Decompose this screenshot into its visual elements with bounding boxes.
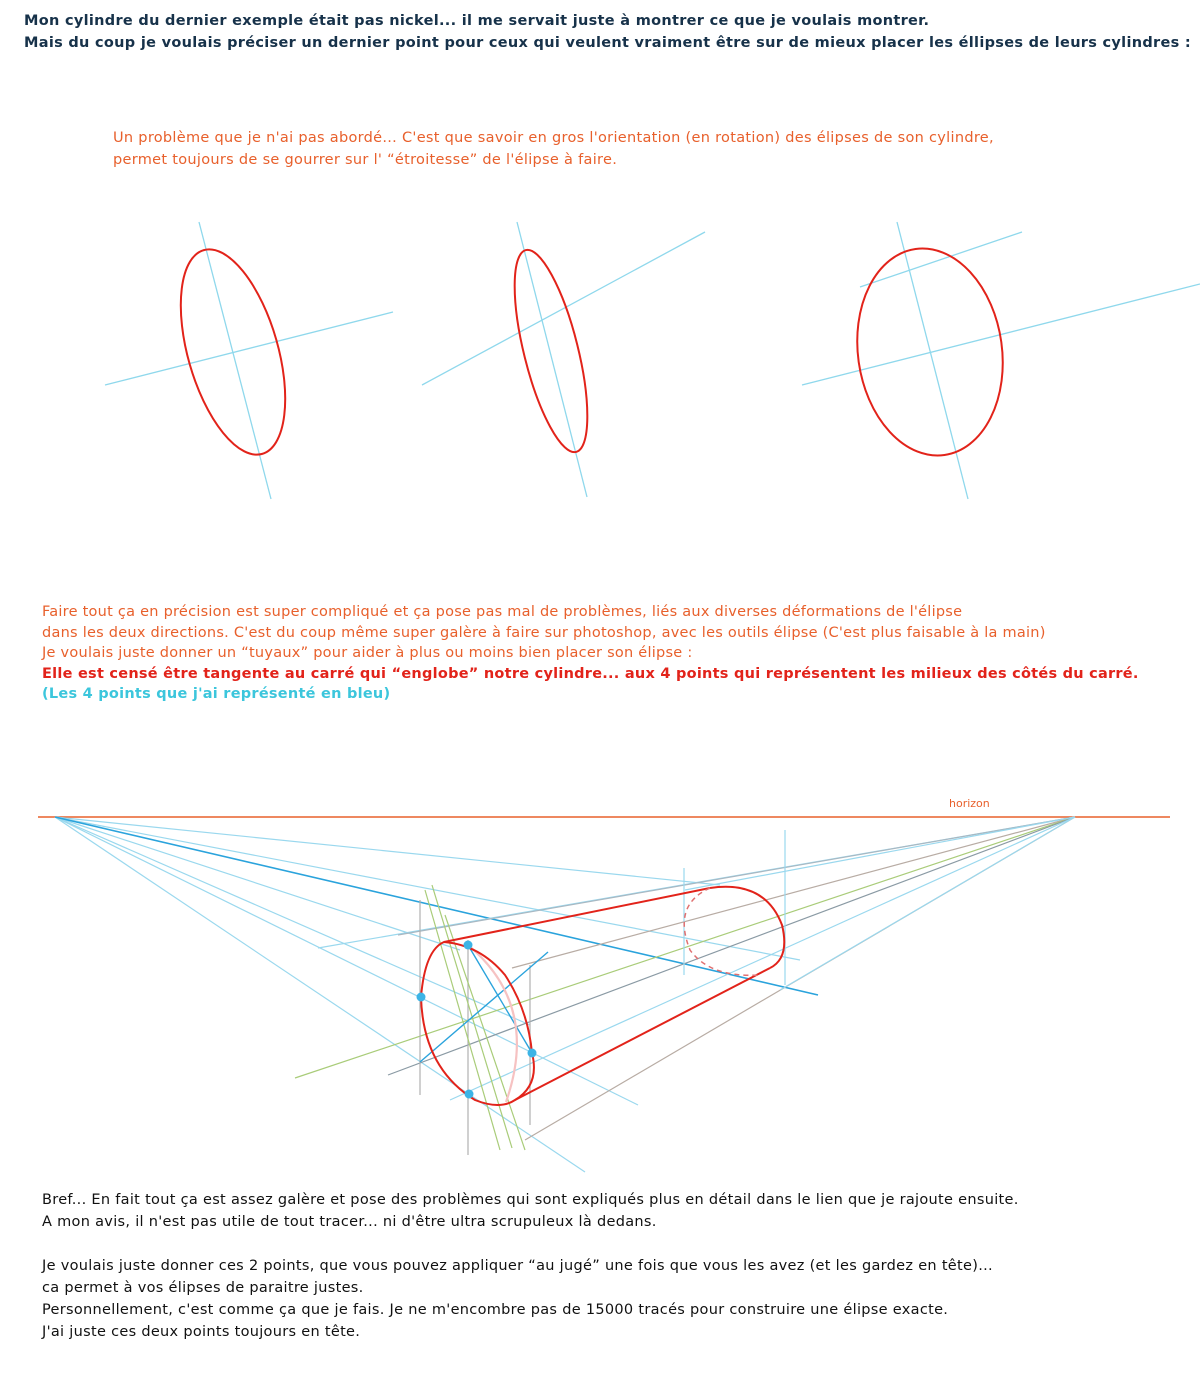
explanation-text	[42, 602, 1139, 705]
vertical-guides	[420, 900, 530, 1155]
vanishing-line	[55, 817, 530, 1025]
problem-line-1: Un problème que je n'ai pas abordé... C'est que savoir en gros l'orientation (en rotation) des élipses de son cylindre,	[113, 130, 994, 146]
problem-line-2: permet toujours de se gourrer sur l' “étroitesse” de l'élipse à faire.	[113, 152, 618, 168]
conclusion-line-2: A mon avis, il n'est pas utile de tout tracer... ni d'être ultra scrupuleux là dedans.	[42, 1214, 657, 1230]
conclusion-line-1: Bref... En fait tout ça est assez galère et pose des problèmes qui sont expliqués plus en détail dans le lien que je rajoute ensuite.	[42, 1192, 1019, 1208]
vanishing-line	[55, 817, 720, 885]
vanishing-line	[388, 817, 1075, 1075]
conclusion-line-6: J'ai juste ces deux points toujours en tête.	[42, 1324, 361, 1340]
vanishing-line	[318, 817, 1075, 948]
vanishing-line	[512, 817, 1075, 968]
intro-line-1: Mon cylindre du dernier exemple était pas nickel... il me servait juste à montrer ce que je voulais montrer.	[24, 13, 930, 29]
vanishing-line	[398, 817, 1075, 935]
tangent-points	[417, 941, 537, 1099]
guide-line	[422, 232, 705, 385]
back-ellipse-hidden	[684, 888, 760, 975]
tangent-point	[464, 941, 473, 950]
guide-line	[860, 232, 1022, 287]
guide-line	[105, 312, 393, 385]
diagonal	[468, 945, 532, 1053]
explanation-highlight: Elle est censé être tangente au carré qui “englobe” notre cylindre... aux 4 points qui représentent les milieux des côtés du carré.	[42, 665, 1139, 682]
top-edge	[444, 888, 710, 942]
vanishing-line	[295, 817, 1075, 1078]
conclusion-text	[42, 1189, 1019, 1343]
vanishing-line	[55, 817, 460, 950]
horizon-label: horizon	[949, 797, 990, 810]
right-vanishing-lines	[295, 817, 1075, 1140]
guide-line	[897, 222, 968, 499]
back-ellipse	[710, 887, 784, 968]
hidden-arc	[468, 945, 517, 1102]
vanishing-line	[780, 817, 1075, 990]
bottom-edge	[515, 968, 770, 1100]
spacer	[42, 1233, 1019, 1255]
tangent-point	[417, 993, 426, 1002]
vanishing-line	[685, 817, 1075, 890]
vanishing-line	[55, 817, 585, 1172]
left-vanishing-lines	[55, 817, 800, 1172]
main-axis-line	[55, 817, 818, 995]
green-guide	[425, 890, 500, 1150]
green-guide	[432, 885, 512, 1148]
cylinder-outline	[421, 887, 784, 1105]
vanishing-line	[525, 817, 1075, 1140]
green-guide	[445, 915, 525, 1150]
vanishing-line	[55, 817, 800, 960]
explanation-line-1: Faire tout ça en précision est super compliqué et ça pose pas mal de problèmes, liés aux diverses déformations de l'élipse	[42, 604, 963, 620]
ellipse-example-1	[105, 222, 393, 499]
diagonal	[420, 952, 548, 1062]
conclusion-line-3: Je voulais juste donner ces 2 points, que vous pouvez appliquer “au jugé” une fois que vous les avez (et les gardez en tête)...	[42, 1258, 993, 1274]
tangent-point	[465, 1090, 474, 1099]
conclusion-line-4: ca permet à vos élipses de paraitre justes.	[42, 1280, 364, 1296]
ellipse-examples-diagram	[0, 0, 1200, 560]
explanation-line-2: dans les deux directions. C'est du coup même super galère à faire sur photoshop, avec les outils élipse (C'est plus faisable à la main)	[42, 624, 1046, 641]
ellipse-example-2	[422, 222, 705, 497]
conclusion-line-5: Personnellement, c'est comme ça que je fais. Je ne m'encombre pas de 15000 tracés pour construire une élipse exacte.	[42, 1302, 949, 1318]
guide-line	[517, 222, 587, 497]
front-ellipse	[421, 942, 534, 1105]
tangent-point	[528, 1049, 537, 1058]
ellipse-example-3	[802, 222, 1200, 499]
explanation-note: (Les 4 points que j'ai représenté en bleu)	[42, 686, 391, 702]
green-guides	[425, 885, 525, 1150]
vanishing-line	[450, 817, 1075, 1100]
explanation-line-3: Je voulais juste donner un “tuyaux” pour aider à plus ou moins bien placer son élipse :	[42, 645, 693, 661]
vanishing-line	[55, 817, 638, 1105]
ellipse-shape	[500, 244, 603, 459]
vertical-guides-back	[684, 830, 785, 985]
intro-line-2: Mais du coup je voulais préciser un dernier point pour ceux qui veulent vraiment être sur de mieux placer les éllipses de leurs cylindres :	[24, 35, 1191, 51]
front-square-diagonals	[420, 945, 548, 1062]
